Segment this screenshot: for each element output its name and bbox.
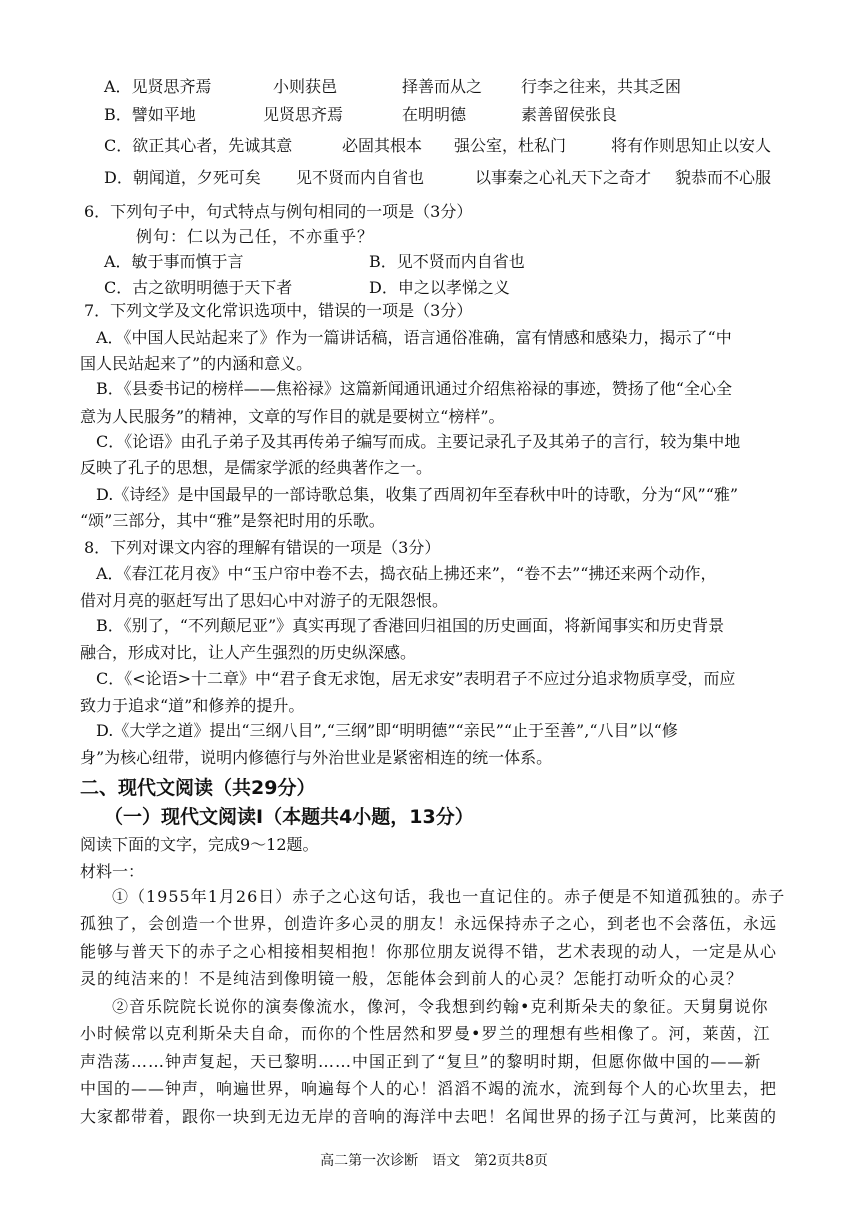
q8-b-line2: 融合，形成对比，让人产生强烈的历史纵深感。 bbox=[80, 643, 417, 662]
q7-stem: 7．下列文学及文化常识选项中，错误的一项是（3分） bbox=[84, 301, 473, 320]
q8-a-line1: A．《春江花月夜》中“玉户帘中卷不去，捣衣砧上拂还来”，“卷不去”“拂还来两个动作， bbox=[96, 564, 717, 583]
q6-option-c: C．古之欲明明德于天下者 bbox=[104, 278, 293, 297]
q6-option-a: A．敏于事而慎于言 bbox=[104, 252, 244, 271]
q5-a-2: 小则获邑 bbox=[273, 77, 338, 96]
q6-option-b: B．见不贤而内自省也 bbox=[369, 252, 525, 271]
q5-c-4: 将有作则思知止以安人 bbox=[611, 136, 772, 155]
q5-a-1: A．见贤思齐焉 bbox=[104, 77, 212, 96]
q6-example: 例句：仁以为己任，不亦重乎？ bbox=[136, 227, 375, 246]
reading-instruction: 阅读下面的文字，完成9～12题。 bbox=[80, 835, 319, 854]
passage-line: 中国的——钟声，响遍世界，响遍每个人的心！滔滔不竭的流水，流到每个人的心坎里去，把 bbox=[80, 1079, 778, 1098]
q7-c-line2: 反映了孔子的思想，是儒家学派的经典著作之一。 bbox=[80, 458, 433, 477]
q8-c-line1: C．《<论语>十二章》中“君子食无求饱，居无求安”表明君子不应过分追求物质享受，而应 bbox=[96, 669, 736, 688]
page-footer: 高二第一次诊断 语文 第2页共8页 bbox=[320, 1153, 548, 1169]
q6-stem: 6．下列句子中，句式特点与例句相同的一项是（3分） bbox=[84, 202, 473, 221]
q7-d-line1: D.《诗经》是中国最早的一部诗歌总集，收集了西周初年至春秋中叶的诗歌，分为“风”“雅” bbox=[96, 485, 739, 504]
section-subtitle: （一）现代文阅读Ⅰ（本题共4小题，13分） bbox=[104, 806, 474, 828]
q5-b-4: 素善留侯张良 bbox=[521, 105, 618, 124]
q8-b-line1: B．《别了，“不列颠尼亚”》真实再现了香港回归祖国的历史画面，将新闻事实和历史背景 bbox=[96, 616, 725, 635]
q7-c-line1: C．《论语》由孔子弟子及其再传弟子编写而成。主要记录孔子及其弟子的言行，较为集中地 bbox=[96, 432, 741, 451]
q7-b-line1: B．《县委书记的榜样——焦裕禄》这篇新闻通讯通过介绍焦裕禄的事迹，赞扬了他“全心全 bbox=[96, 379, 732, 398]
section-title: 二、现代文阅读（共29分） bbox=[80, 777, 316, 799]
q5-c-1: C．欲正其心者，先诚其意 bbox=[104, 136, 293, 155]
q5-c-3: 强公室，杜私门 bbox=[454, 136, 567, 155]
q8-c-line2: 致力于追求“道”和修养的提升。 bbox=[80, 696, 305, 715]
q8-d-line1: D.《大学之道》提出“三纲八目”,“三纲”即“明明德”“亲民”“止于至善”,“八目”以“修 bbox=[96, 721, 678, 740]
q5-d-4: 貌恭而不心服 bbox=[675, 168, 772, 187]
q5-a-3: 择善而从之 bbox=[402, 77, 483, 96]
passage-line: 孤独了，会创造一个世界，创造许多心灵的朋友！永远保持赤子之心，到老也不会落伍，永远 bbox=[80, 914, 778, 933]
q7-d-line2: “颂”三部分，其中“雅”是祭祀时用的乐歌。 bbox=[80, 511, 385, 530]
q5-d-3: 以事秦之心礼天下之奇才 bbox=[475, 168, 652, 187]
q5-b-2: 见贤思齐焉 bbox=[263, 105, 344, 124]
q5-d-2: 见不贤而内自省也 bbox=[296, 168, 425, 187]
passage-line: 灵的纯洁来的！不是纯洁到像明镜一般，怎能体会到前人的心灵？怎能打动听众的心灵？ bbox=[80, 969, 744, 988]
q5-c-2: 必固其根本 bbox=[342, 136, 423, 155]
passage-line: 小时候常以克利斯朵夫自命，而你的个性居然和罗曼•罗兰的理想有些相像了。河，莱茵，江 bbox=[80, 1024, 771, 1043]
passage-line: 大家都带着，跟你一块到无边无岸的音响的海洋中去吧！名闻世界的扬子江与黄河，比莱茵的 bbox=[80, 1107, 778, 1126]
q7-a-line1: A．《中国人民站起来了》作为一篇讲话稿，语言通俗准确，富有情感和感染力，揭示了“中 bbox=[96, 328, 732, 347]
passage-line: 声浩荡……钟声复起，天已黎明……中国正到了“复旦”的黎明时期，但愿你做中国的——新 bbox=[80, 1052, 762, 1071]
q8-d-line2: 身”为核心纽带，说明内修德行与外治世业是紧密相连的统一体系。 bbox=[80, 748, 553, 767]
q5-d-1: D．朝闻道，夕死可矣 bbox=[104, 168, 261, 187]
q7-b-line2: 意为人民服务”的精神，文章的写作目的就是要树立“榜样”。 bbox=[80, 407, 505, 426]
q8-a-line2: 借对月亮的驱赶写出了思妇心中对游子的无限怨恨。 bbox=[80, 591, 449, 610]
q5-b-3: 在明明德 bbox=[402, 105, 467, 124]
q8-stem: 8．下列对课文内容的理解有错误的一项是（3分） bbox=[84, 538, 441, 557]
material-label: 材料一： bbox=[80, 862, 145, 881]
passage-line: ②音乐院院长说你的演奏像流水，像河，令我想到约翰•克利斯朵夫的象征。天舅舅说你 bbox=[112, 997, 769, 1016]
q5-a-4: 行李之往来，共其乏困 bbox=[521, 77, 682, 96]
passage-line: ①（1955年1月26日）赤子之心这句话，我也一直记住的。赤子便是不知道孤独的。赤子 bbox=[112, 887, 786, 906]
passage-line: 能够与普天下的赤子之心相接相契相抱！你那位朋友说得不错，艺术表现的动人，一定是从心 bbox=[80, 942, 778, 961]
q7-a-line2: 国人民站起来了”的内涵和意义。 bbox=[80, 354, 313, 373]
q5-b-1: B．譬如平地 bbox=[104, 105, 196, 124]
q6-option-d: D．申之以孝悌之义 bbox=[369, 278, 510, 297]
